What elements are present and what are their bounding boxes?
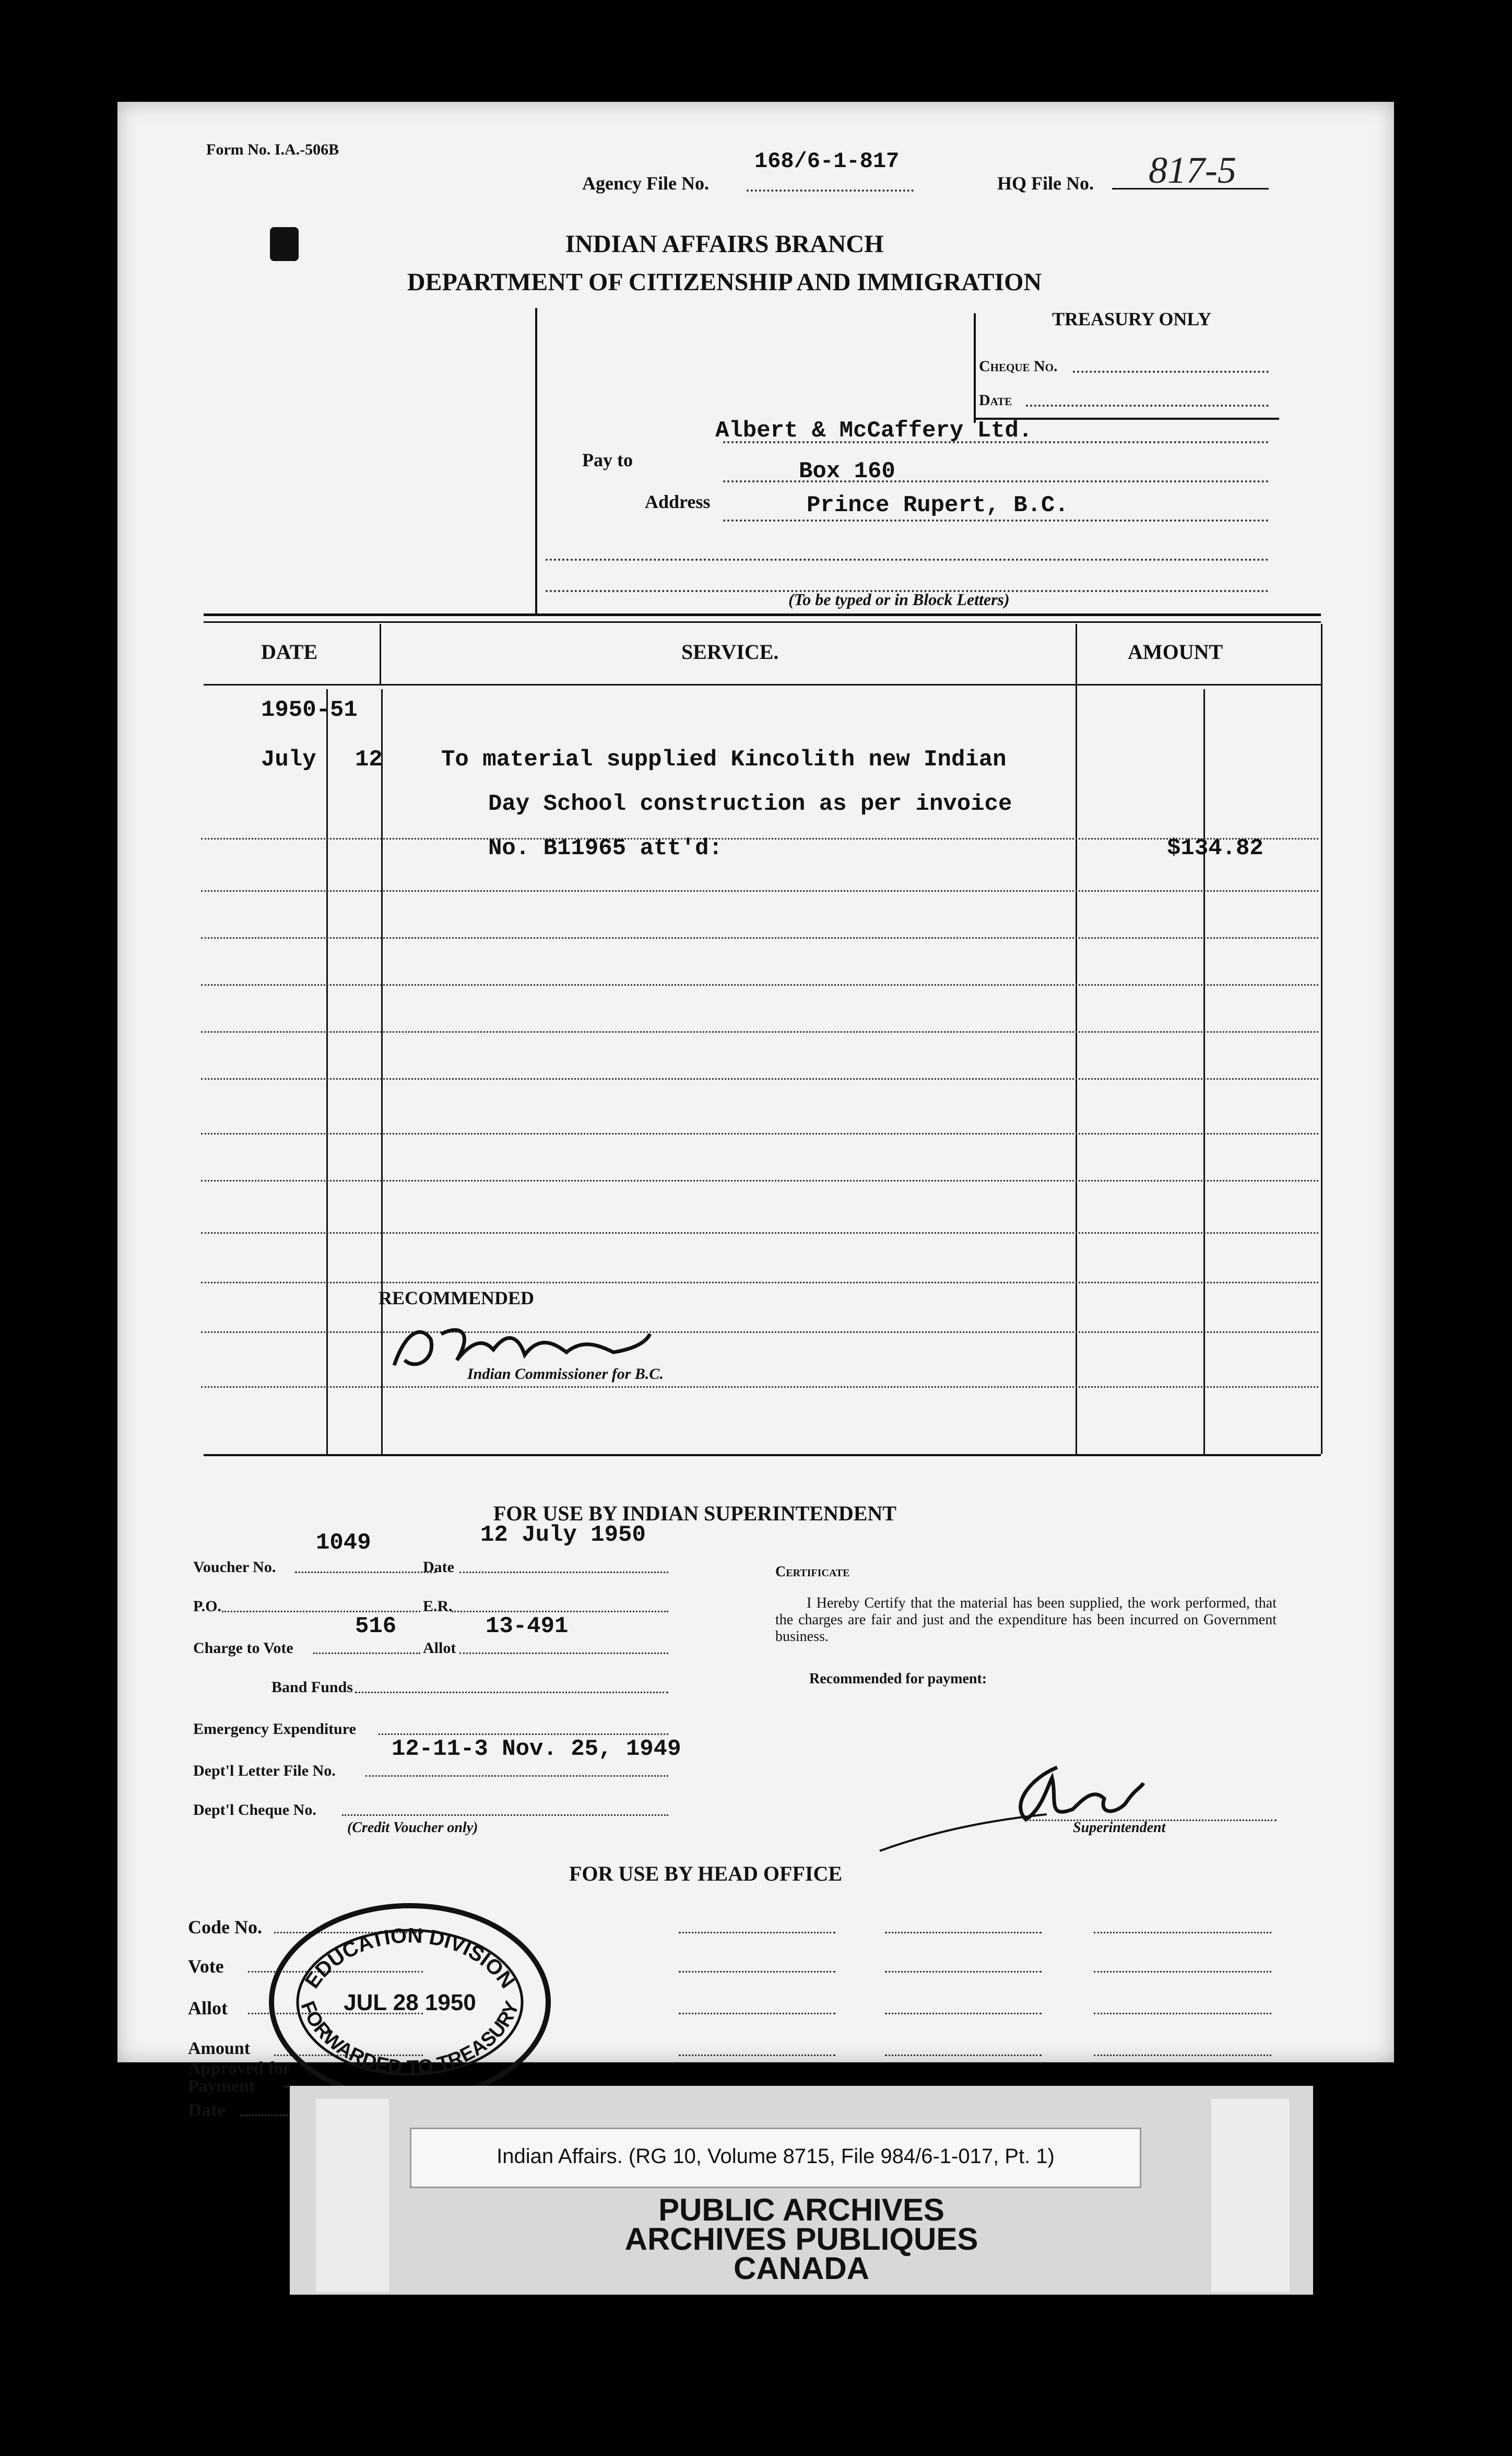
letter-file-label: Dept'l Letter File No. (193, 1762, 336, 1779)
treasury-date-label: Date (979, 392, 1012, 409)
svg-text:JUL 28 1950: JUL 28 1950 (344, 1990, 476, 2015)
payee-address-line1: Box 160 (799, 458, 895, 485)
allot-label: Allot (423, 1639, 456, 1657)
letter-file-value: 12-11-3 Nov. 25, 1949 (392, 1736, 681, 1762)
amount-head-label: Amount (188, 2039, 251, 2058)
cheque-no-label: Cheque No. (979, 358, 1058, 375)
service-line-1: To material supplied Kincolith new Indian (441, 747, 1007, 773)
code-no-label: Code No. (188, 1917, 262, 1938)
svg-text:FORWARDED TO TREASURY: FORWARDED TO TREASURY (296, 1998, 524, 2079)
fiscal-year: 1950-51 (261, 697, 358, 723)
band-funds-label: Band Funds (271, 1679, 353, 1696)
allot-head-label: Allot (188, 1998, 228, 2018)
entry-day: 12 (355, 747, 383, 773)
certificate-title: Certificate (775, 1564, 850, 1580)
amount-value: $134.82 (1167, 835, 1263, 861)
dept-cheque-label: Dept'l Cheque No. (193, 1801, 316, 1819)
amount-column-header: AMOUNT (1128, 640, 1223, 664)
head-office-title: FOR USE BY HEAD OFFICE (569, 1862, 843, 1885)
department-title: DEPARTMENT OF CITIZENSHIP AND IMMIGRATION (407, 268, 1042, 296)
pay-to-label: Pay to (582, 450, 633, 470)
archive-reference: Indian Affairs. (RG 10, Volume 8715, File 984/6-1-017, Pt. 1) (497, 2145, 1055, 2168)
agency-file-value: 168/6-1-817 (754, 149, 900, 174)
voucher-form (117, 102, 1394, 2120)
charge-vote-label: Charge to Vote (193, 1639, 293, 1657)
superintendent-date-value: 12 July 1950 (480, 1522, 646, 1548)
archive-line-3: CANADA (734, 2251, 869, 2286)
archive-line-1: PUBLIC ARCHIVES (658, 2192, 944, 2227)
allot-value: 13-491 (486, 1613, 569, 1639)
superintendent-date-label: Date (423, 1558, 454, 1576)
recommended-for-payment: Recommended for payment: (809, 1671, 987, 1687)
approved-for-payment-label: Approved for Payment (188, 2059, 291, 2096)
superintendent-signature (875, 1757, 1146, 1856)
voucher-no-value: 1049 (316, 1530, 371, 1556)
vote-label: Vote (188, 1956, 224, 1977)
education-division-stamp (264, 1898, 556, 2107)
superintendent-title: FOR USE BY INDIAN SUPERINTENDENT (493, 1502, 896, 1525)
archive-line-2: ARCHIVES PUBLIQUES (624, 2222, 978, 2257)
address-label: Address (645, 491, 711, 512)
agency-file-label: Agency File No. (582, 173, 709, 194)
commissioner-label: Indian Commissioner for B.C. (467, 1365, 664, 1383)
date-column-header: DATE (261, 640, 318, 664)
recommended-label: RECOMMENDED (379, 1288, 534, 1308)
credit-voucher-note: (Credit Voucher only) (347, 1820, 478, 1836)
voucher-no-label: Voucher No. (193, 1558, 276, 1576)
certificate-text: I Hereby Certify that the material has been supplied, the work performed, that the charges are fair and just and the expenditure has been incurred on Government business. (775, 1595, 1277, 1645)
service-line-3: No. B11965 att'd: (488, 835, 723, 861)
payee-address-line2: Prince Rupert, B.C. (807, 492, 1069, 518)
treasury-title: TREASURY ONLY (1052, 309, 1212, 329)
payee-name: Albert & McCaffery Ltd. (715, 418, 1033, 444)
branch-title: INDIAN AFFAIRS BRANCH (565, 230, 884, 258)
superintendent-label: Superintendent (1073, 1820, 1166, 1836)
emergency-expenditure-label: Emergency Expenditure (193, 1720, 356, 1738)
head-office-date-label: Date (188, 2099, 226, 2120)
hq-file-label: HQ File No. (997, 173, 1094, 194)
service-column-header: SERVICE. (681, 640, 779, 664)
archive-reference-tag (410, 2128, 1141, 2188)
hq-file-value: 817-5 (1149, 149, 1236, 191)
er-label: E.R. (423, 1598, 453, 1615)
archive-stamp-text (290, 2192, 1313, 2286)
service-line-2: Day School construction as per invoice (488, 791, 1012, 817)
form-number: Form No. I.A.-506B (206, 141, 339, 158)
block-letters-note: (To be typed or in Block Letters) (788, 590, 1010, 609)
charge-vote-value: 516 (355, 1613, 397, 1639)
entry-month: July (261, 747, 316, 773)
svg-text:EDUCATION DIVISION: EDUCATION DIVISION (300, 1924, 519, 1993)
po-label: P.O. (193, 1598, 221, 1615)
